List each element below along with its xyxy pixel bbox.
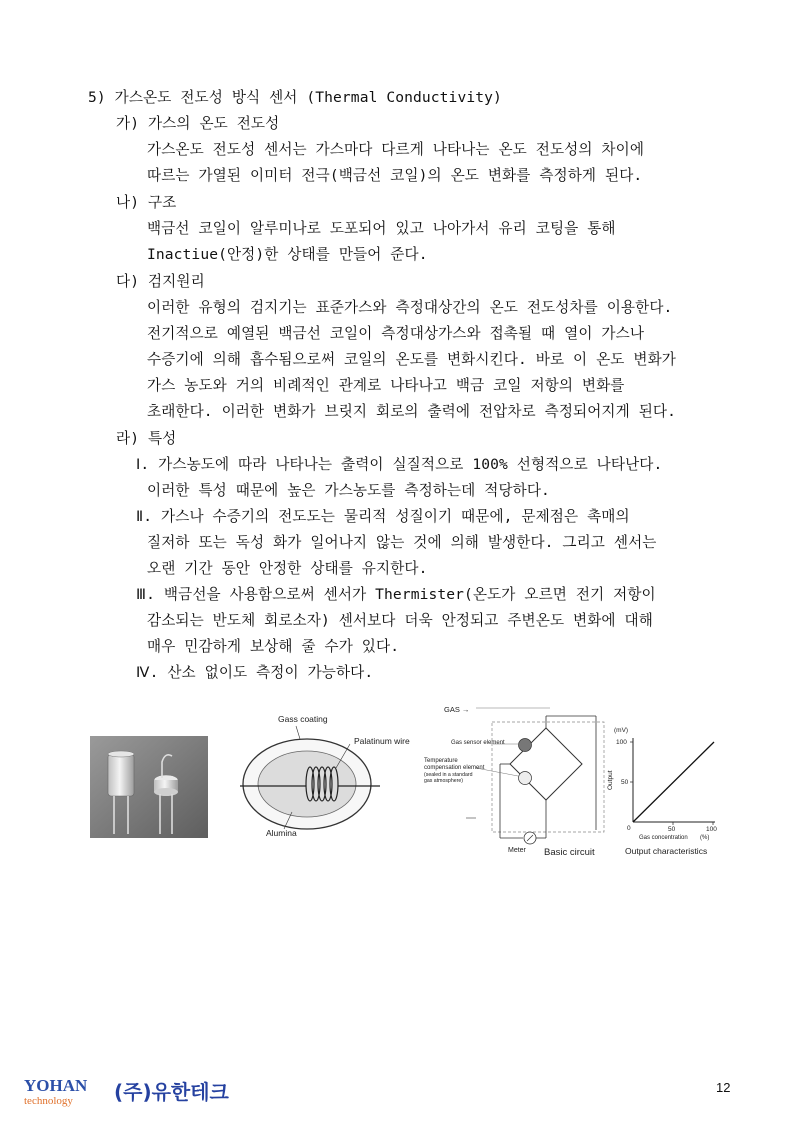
- basic-circuit-diagram: [424, 705, 604, 858]
- platinum-wire-label: Palatinum wire: [354, 736, 410, 746]
- list-item-3: Ⅲ. 백금선을 사용함으로써 센서가 Thermister(온도가 오르면 전기 저항이: [136, 586, 656, 603]
- compensation-label-4: gas atmosphere): [424, 778, 463, 784]
- compensation-label-3: (sealed in a standard: [424, 772, 473, 778]
- paragraph-line: 이러한 유형의 검지기는 표준가스와 측정대상간의 온도 전도성차를 이용한다.: [147, 299, 673, 316]
- logo-tagline: technology: [24, 1095, 73, 1107]
- x-tick-0: 0: [627, 825, 631, 832]
- list-item-1: Ⅰ. 가스농도에 따라 나타나는 출력이 실질적으로 100% 선형적으로 나타난다.: [136, 456, 663, 473]
- unit-label: (mV): [614, 727, 629, 734]
- list-item-2: Ⅱ. 가스나 수증기의 전도도는 물리적 성질이기 때문에, 문제점은 촉매의: [136, 508, 630, 525]
- subsection-heading-ga: 가) 가스의 온도 전도성: [116, 115, 280, 132]
- alumina-label: Alumina: [266, 828, 297, 838]
- compensation-label-1: Temperature: [424, 758, 458, 764]
- gas-label: GAS →: [444, 705, 470, 714]
- logo-wordmark: YOHAN: [24, 1076, 88, 1095]
- paragraph-line: 초래한다. 이러한 변화가 브릿지 회로의 출력에 전압차로 측정되어지게 된다.: [147, 403, 676, 420]
- x-tick-100: 100: [706, 826, 717, 833]
- gas-sensor-element-label: Gas sensor element: [451, 740, 505, 746]
- sensor-photo: [90, 736, 208, 838]
- paragraph-line: 감소되는 반도체 회로소자) 센서보다 더욱 안정되고 주변온도 변화에 대해: [147, 612, 653, 629]
- paragraph-line: 매우 민감하게 보상해 줄 수가 있다.: [147, 638, 400, 655]
- page-number: 12: [716, 1080, 731, 1095]
- y-tick-100: 100: [616, 739, 627, 746]
- basic-circuit-caption: Basic circuit: [544, 847, 595, 858]
- section-heading: 5) 가스온도 전도성 방식 센서 (Thermal Conductivity): [88, 89, 502, 106]
- paragraph-line: 이러한 특성 때문에 높은 가스농도를 측정하는데 적당하다.: [147, 482, 550, 499]
- paragraph-line: 백금선 코일이 알루미나로 도포되어 있고 나아가서 유리 코팅을 통해: [147, 220, 616, 237]
- output-characteristics-chart: [607, 727, 717, 856]
- x-axis-unit: (%): [700, 835, 710, 841]
- yohan-logo: [22, 1073, 252, 1109]
- paragraph-line: 따르는 가열된 이미터 전극(백금선 코일)의 온도 변화를 측정하게 된다.: [147, 167, 643, 184]
- paragraph-line: 질저하 또는 독성 화가 일어나지 않는 것에 의해 발생한다. 그리고 센서는: [147, 534, 657, 551]
- subsection-heading-na: 나) 구조: [116, 194, 177, 211]
- figures-strip: [0, 700, 793, 870]
- x-tick-50: 50: [668, 826, 676, 833]
- output-characteristics-caption: Output characteristics: [625, 846, 708, 856]
- x-axis-label: Gas concentration: [639, 835, 688, 841]
- y-tick-50: 50: [621, 779, 629, 786]
- paragraph-line: 수증기에 의해 흡수됨으로써 코일의 온도를 변화시킨다. 바로 이 온도 변화가: [147, 351, 676, 368]
- coil-structure-diagram: [240, 714, 410, 838]
- meter-label: Meter: [508, 847, 526, 854]
- subsection-heading-da: 다) 검지원리: [116, 273, 205, 290]
- paragraph-line: 가스온도 전도성 센서는 가스마다 다르게 나타나는 온도 전도성의 차이에: [147, 141, 645, 158]
- y-axis-label: Output: [607, 770, 614, 790]
- paragraph-line: 오랜 기간 동안 안정한 상태를 유지한다.: [147, 560, 428, 577]
- compensation-label-2: compensation element: [424, 765, 485, 771]
- list-item-4: Ⅳ. 산소 없이도 측정이 가능하다.: [136, 664, 374, 681]
- paragraph-line: 가스 농도와 거의 비례적인 관계로 나타나고 백금 코일 저항의 변화를: [147, 377, 625, 394]
- paragraph-line: Inactiue(안정)한 상태를 만들어 준다.: [147, 246, 428, 263]
- paragraph-line: 전기적으로 예열된 백금선 코일이 측정대상가스와 접촉될 때 열이 가스나: [147, 325, 645, 342]
- company-logo: [22, 1073, 252, 1113]
- glass-coating-label: Gass coating: [278, 714, 328, 724]
- company-name: (주)유한테크: [114, 1080, 229, 1104]
- subsection-heading-ra: 라) 특성: [116, 430, 177, 447]
